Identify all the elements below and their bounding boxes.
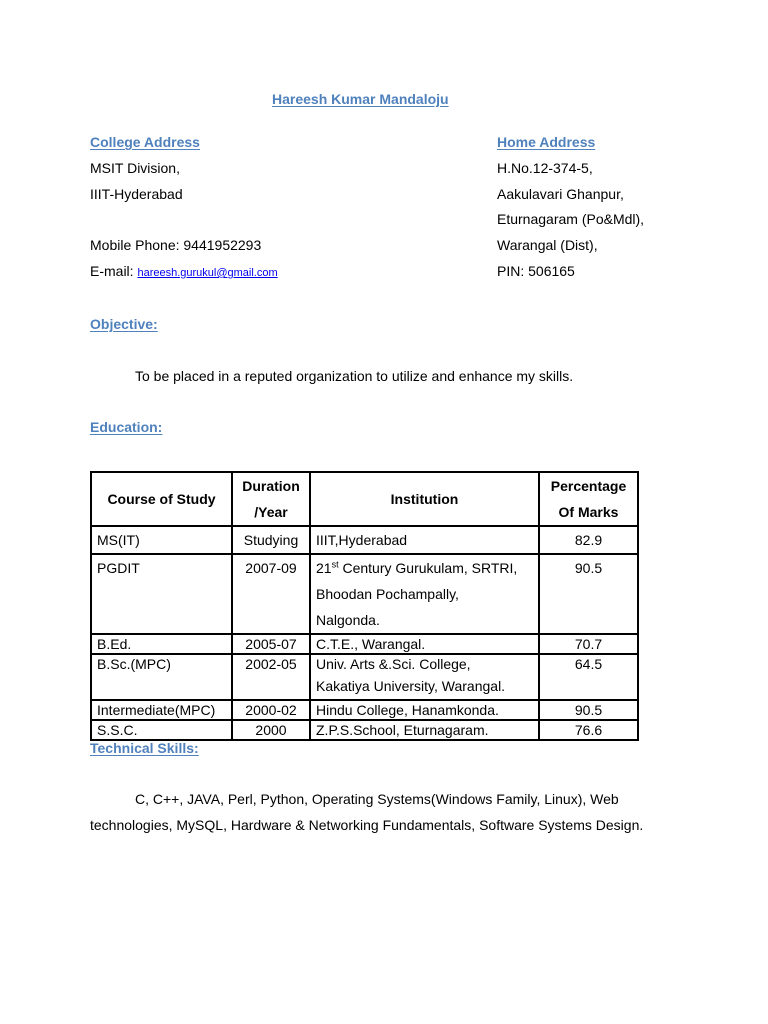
cell-marks: 90.5 xyxy=(539,700,638,720)
table-row xyxy=(91,700,638,720)
home-address-pin: PIN: 506165 xyxy=(497,263,575,279)
header-duration-line: Duration xyxy=(242,478,300,494)
education-table xyxy=(90,471,639,741)
cell-marks: 90.5 xyxy=(539,554,638,634)
college-address-heading: College Address xyxy=(90,134,200,150)
mobile-phone: Mobile Phone: 9441952293 xyxy=(90,237,262,253)
table-row xyxy=(91,720,638,740)
cell-course: B.Sc.(MPC) xyxy=(91,654,232,700)
header-duration-line: /Year xyxy=(254,504,288,520)
institution-line xyxy=(316,555,533,581)
home-address-line: Aakulavari Ghanpur, xyxy=(497,186,624,202)
cell-duration: 2005-07 xyxy=(232,634,310,654)
objective-text: To be placed in a reputed organization to utilize and enhance my skills. xyxy=(135,368,574,384)
cell-institution: Z.P.S.School, Eturnagaram. xyxy=(310,720,539,740)
institution-prefix: 21 xyxy=(316,560,332,576)
institution-line: Univ. Arts &.Sci. College, xyxy=(316,656,471,672)
institution-line: Nalgonda. xyxy=(316,612,380,628)
email-link[interactable]: hareesh.gurukul@gmail.com xyxy=(137,267,278,279)
header-percentage-line: Percentage xyxy=(550,478,627,494)
header-percentage-line: Of Marks xyxy=(558,504,619,520)
table-row xyxy=(91,554,638,634)
institution-line: Kakatiya University, Warangal. xyxy=(316,678,506,694)
institution-text: Century Gurukulam, SRTRI, xyxy=(338,560,518,576)
candidate-name: Hareesh Kumar Mandaloju xyxy=(272,91,449,107)
institution-superscript: st xyxy=(331,559,339,570)
cell-course: MS(IT) xyxy=(91,526,232,554)
header-percentage xyxy=(539,472,638,526)
header-course: Course of Study xyxy=(91,472,232,526)
cell-duration: 2000 xyxy=(232,720,310,740)
home-address-line: Eturnagaram (Po&Mdl), xyxy=(497,211,645,227)
home-address-line: H.No.12-374-5, xyxy=(497,160,593,176)
cell-institution xyxy=(310,654,539,700)
home-address-line: Warangal (Dist), xyxy=(497,237,598,253)
cell-duration: 2002-05 xyxy=(232,654,310,700)
cell-marks: 70.7 xyxy=(539,634,638,654)
cell-duration: 2007-09 xyxy=(232,554,310,634)
cell-duration: 2000-02 xyxy=(232,700,310,720)
cell-marks: 82.9 xyxy=(539,526,638,554)
header-institution: Institution xyxy=(310,472,539,526)
college-address-line: IIIT-Hyderabad xyxy=(90,186,183,202)
table-row xyxy=(91,526,638,554)
cell-course: Intermediate(MPC) xyxy=(91,700,232,720)
objective-heading: Objective: xyxy=(90,316,158,332)
email-row xyxy=(90,263,278,279)
cell-institution: IIIT,Hyderabad xyxy=(310,526,539,554)
cell-course: B.Ed. xyxy=(91,634,232,654)
email-label: E-mail: xyxy=(90,263,138,279)
cell-course: S.S.C. xyxy=(91,720,232,740)
table-header-row xyxy=(91,472,638,526)
college-address-line: MSIT Division, xyxy=(90,160,180,176)
cell-marks: 76.6 xyxy=(539,720,638,740)
home-address-heading: Home Address xyxy=(497,134,596,150)
header-duration xyxy=(232,472,310,526)
cell-duration: Studying xyxy=(232,526,310,554)
cell-institution: Hindu College, Hanamkonda. xyxy=(310,700,539,720)
cell-institution: C.T.E., Warangal. xyxy=(310,634,539,654)
cell-institution xyxy=(310,554,539,634)
technical-skills-heading: Technical Skills: xyxy=(90,740,199,756)
table-row xyxy=(91,654,638,700)
cell-marks: 64.5 xyxy=(539,654,638,700)
education-heading: Education: xyxy=(90,419,163,435)
technical-skills-text: C, C++, JAVA, Perl, Python, Operating Systems(Windows Family, Linux), Web technologies, MySQL, Hardware & Networking Fundamentals, Software Systems Design. xyxy=(90,791,644,833)
table-row xyxy=(91,634,638,654)
institution-line: Bhoodan Pochampally, xyxy=(316,586,459,602)
cell-course: PGDIT xyxy=(91,554,232,634)
